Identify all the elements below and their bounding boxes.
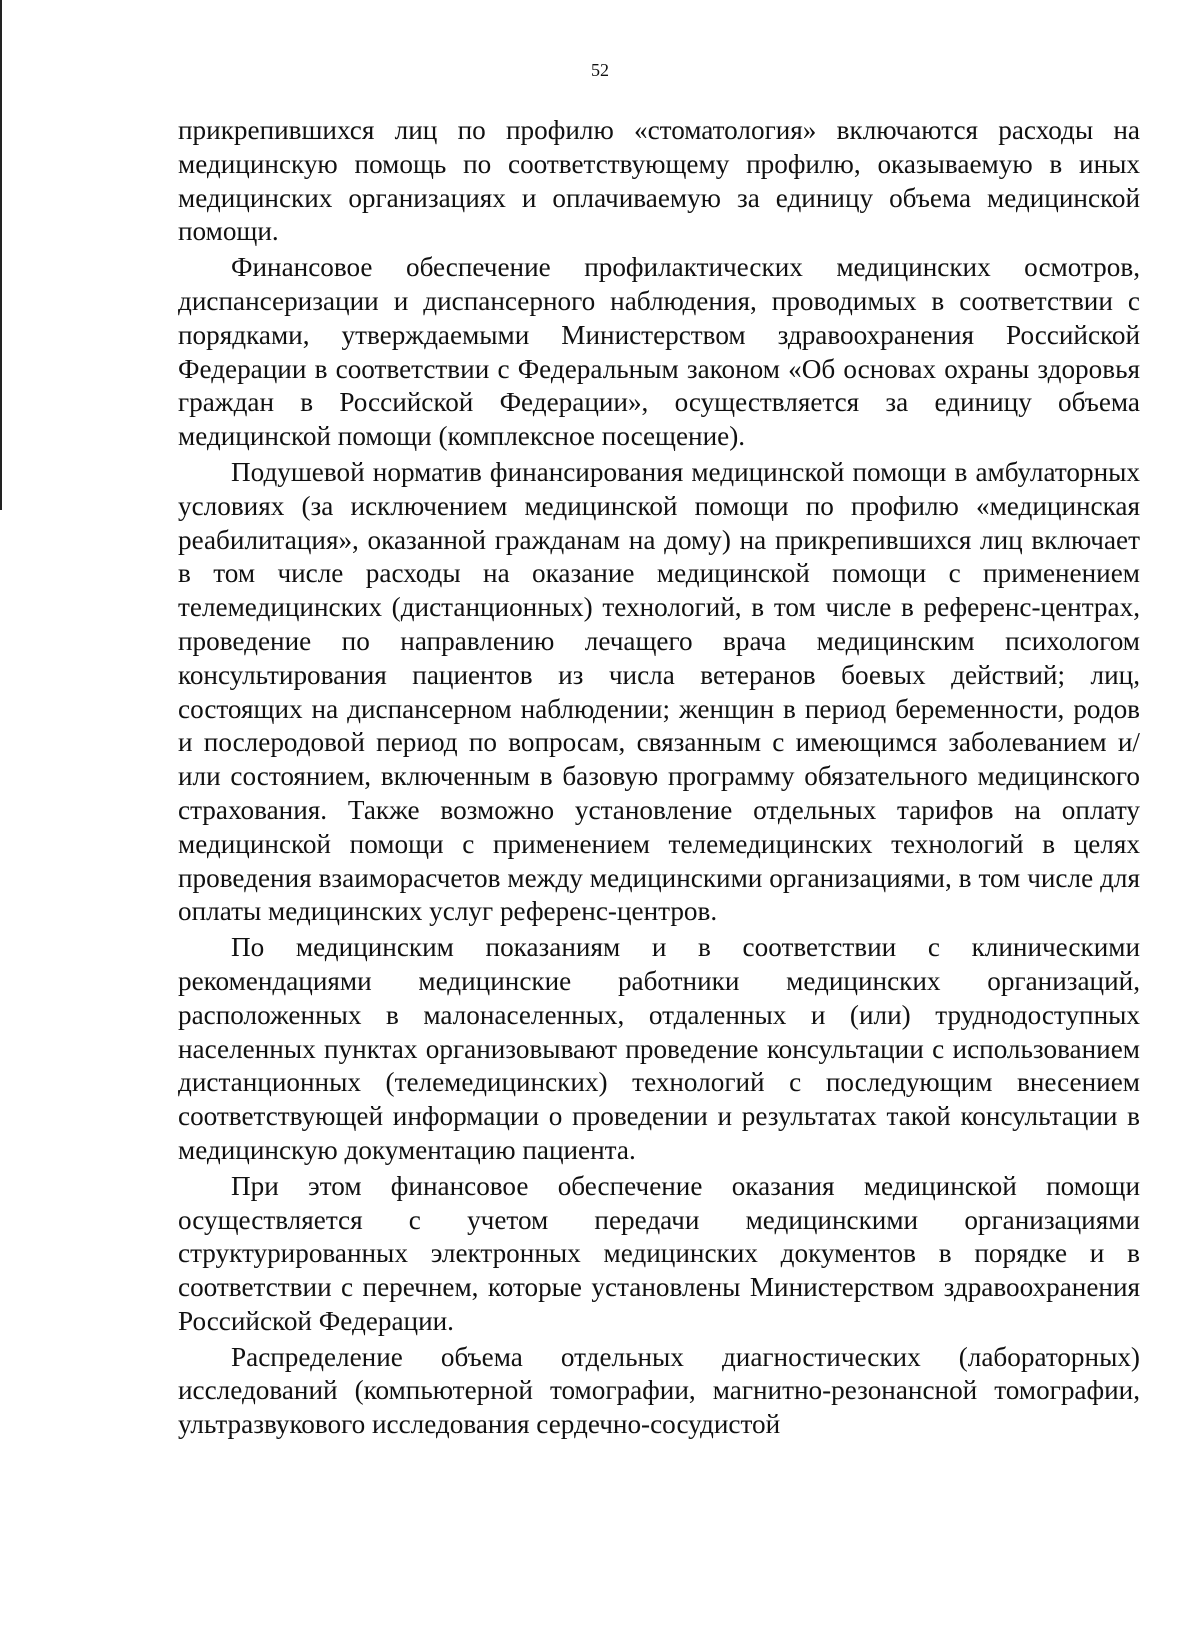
paragraph-5: При этом финансовое обеспечение оказания медицинской помощи осуществляется с учетом передачи медицинскими организациями структурированных электронных медицинских документов в порядке и в соответствии с перечнем, которые установлены Министерством здравоохранения Российской Федерации. (178, 1170, 1140, 1336)
paragraph-3: Подушевой норматив финансирования медицинской помощи в амбулаторных условиях (за исключением медицинской помощи по профилю «медицинская реабилитация», оказанной гражданам на дому) на прикрепившихся лиц включает в том числе расходы на оказание медицинской помощи с применением телемедицинских (дистанционных) технологий, в том числе в референс-центрах, проведение по направлению лечащего врача медицинским психологом консультирования пациентов из числа ветеранов боевых действий; лиц, состоящих на диспансерном наблюдении; женщин в период беременности, родов и послеродовой период по вопросам, связанным с имеющимся заболеванием и/или состоянием, включенным в базовую программу обязательного медицинского страхования. Также возможно установление отдельных тарифов на оплату медицинской помощи с применением телемедицинских технологий в целях проведения взаиморасчетов между медицинскими организациями, в том числе для оплаты медицинских услуг референс-центров. (178, 456, 1140, 927)
paragraph-4: По медицинским показаниям и в соответствии с клиническими рекомендациями медицинские работники медицинских организаций, расположенных в малонаселенных, отдаленных и (или) труднодоступных населенных пунктах организовывают проведение консультации с использованием дистанционных (телемедицинских) технологий с последующим внесением соответствующей информации о проведении и результатах такой консультации в медицинскую документацию пациента. (178, 932, 1140, 1165)
page-number: 52 (591, 60, 609, 80)
document-body (178, 114, 1140, 1444)
paragraph-6: Распределение объема отдельных диагностических (лабораторных) исследований (компьютерной томографии, магнитно-резонансной томографии, ультразвукового исследования сердечно-сосудистой (178, 1341, 1140, 1440)
paragraph-2: Финансовое обеспечение профилактических медицинских осмотров, диспансеризации и диспансерного наблюдения, проводимых в соответствии с порядками, утверждаемыми Министерством здравоохранения Российской Федерации в соответствии с Федеральным законом «Об основах охраны здоровья граждан в Российской Федерации», осуществляется за единицу объема медицинской помощи (комплексное посещение). (178, 252, 1140, 452)
paragraph-1: прикрепившихся лиц по профилю «стоматология» включаются расходы на медицинскую помощь по соответствующему профилю, оказываемую в иных медицинских организациях и оплачиваемую за единицу объема медицинской помощи. (178, 115, 1140, 247)
